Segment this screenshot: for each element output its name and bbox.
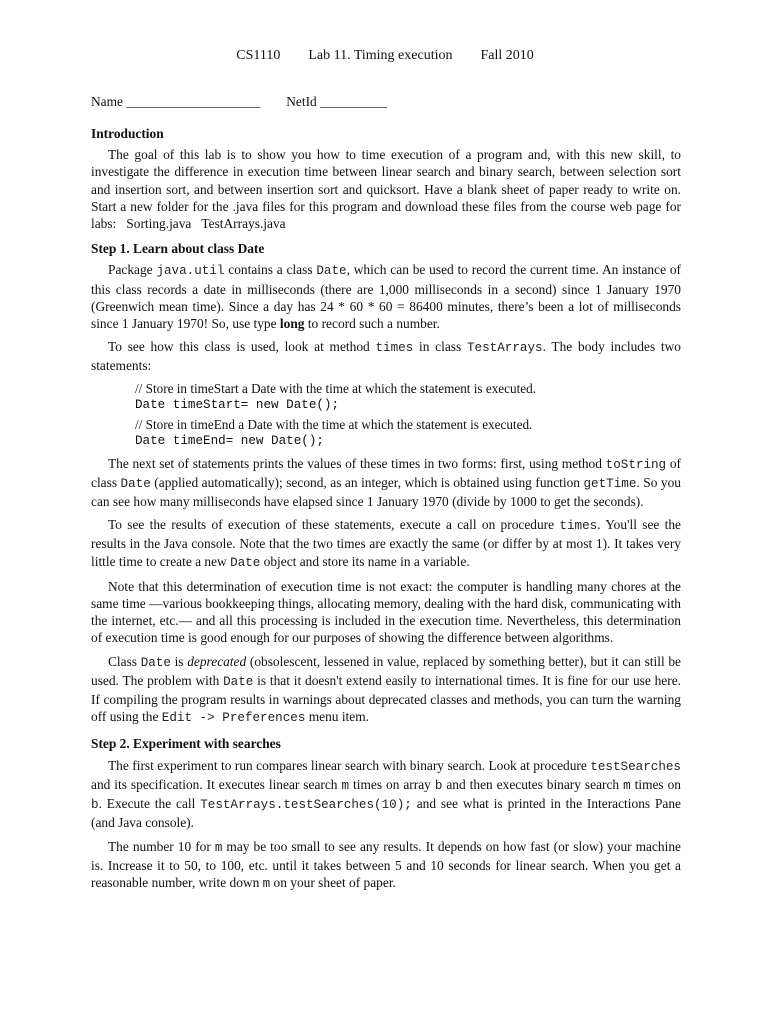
intro-text: The goal of this lab is to show you how to time execution of a program and, with this new skill, to investigate the difference in execution time between linear search and binary search, between selection sort and insertion sort, and between insertion sort and quicksort. Have a blank sheet of paper ready to write on. Start a new folder for the .java files for this program and download these files from the course web page for labs: xyxy=(91,147,681,232)
netid-field: NetId __________ xyxy=(286,94,388,109)
step2-paragraph-1: The first experiment to run compares linear search with binary search. Look at procedure testSearches and its specification. It executes linear search m times on array b and then executes binary search m times on b. Execute the call TestArrays.testSearches(10); and see what is printed in the Interactions Pane (and Java console). xyxy=(91,757,681,831)
code-snippet-start xyxy=(135,381,681,413)
page-header xyxy=(0,47,770,64)
student-fields xyxy=(91,93,387,110)
step1-paragraph-3: The next set of statements prints the values of these times in two forms: first, using method toString of class Date (applied automatically); second, as an integer, which is obtained using function getTime. So you can see how many milliseconds have elapsed since 1 January 1970 (divide by 1000 to get the seconds). xyxy=(91,455,681,510)
step1-paragraph-2: To see how this class is used, look at method times in class TestArrays. The body includes two statements: xyxy=(91,339,681,374)
code-line: Date timeEnd= new Date(); xyxy=(135,433,324,448)
step1-paragraph-1: Package java.util contains a class Date, which can be used to record the current time. An instance of this class records a date in milliseconds (there are 1,000 milliseconds in a second) since 1 January 1970 (Greenwich mean time). Since a day has 24 * 60 * 60 = 86400 minutes, there’s been a lot of milliseconds since 1 January 1970! So, use type long to record such a number. xyxy=(91,262,681,332)
step1-paragraph-4: To see the results of execution of these statements, execute a call on procedure times. You'll see the results in the Java console. Note that the two times are exactly the same (or differ by at most 1). It takes very little time to create a new Date object and store its name in a variable. xyxy=(91,517,681,570)
code-comment: // Store in timeEnd a Date with the time at which the statement is executed. xyxy=(135,416,533,432)
step1-paragraph-6: Class Date is deprecated (obsolescent, lessened in value, replaced by something better), but it can still be used. The problem with Date is that it doesn't extend easily to international times. It is fine for our use here. If compiling the program results in warnings about deprecated classes and methods, you can turn the warning off using the Edit -> Preferences menu item. xyxy=(91,653,681,726)
step2-paragraph-2: The number 10 for m may be too small to see any results. It depends on how fast (or slow) your machine is. Increase it to 50, to 100, etc. until it takes between 5 and 10 seconds for linear search. When you get a reasonable number, write down m on your sheet of paper. xyxy=(91,838,681,891)
intro-paragraph xyxy=(91,146,681,232)
file-testarrays: TestArrays.java xyxy=(201,216,286,232)
course-code: CS1110 xyxy=(236,48,281,63)
name-field: Name ____________________ xyxy=(91,94,261,109)
lab-title: Lab 11. Timing execution xyxy=(308,48,453,63)
intro-heading: Introduction xyxy=(91,126,164,141)
file-sorting: Sorting.java xyxy=(126,216,192,232)
step1-heading: Step 1. Learn about class Date xyxy=(91,241,265,257)
step1-paragraph-5: Note that this determination of execution time is not exact: the computer is handling many chores at the same time —various bookkeeping things, allocating memory, dealing with the hard disk, communicating with the internet, etc.— and all this processing is included in the execution time. Nevertheless, this determination of execution time is good enough for our purposes of showing the difference between algorithms. xyxy=(91,578,681,646)
main-content xyxy=(91,125,681,899)
code-snippet-end xyxy=(135,417,681,449)
step2-heading: Step 2. Experiment with searches xyxy=(91,736,281,752)
code-line: Date timeStart= new Date(); xyxy=(135,397,340,412)
code-comment: // Store in timeStart a Date with the time at which the statement is executed. xyxy=(135,380,537,396)
term: Fall 2010 xyxy=(480,48,534,63)
